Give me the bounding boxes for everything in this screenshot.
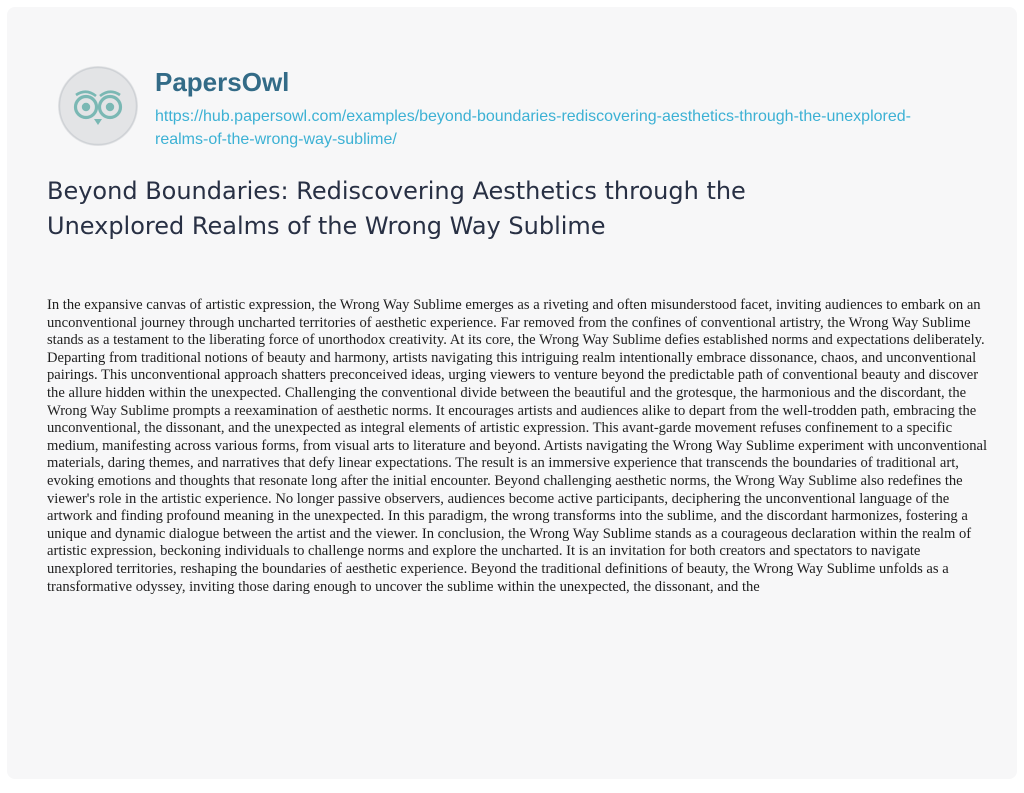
source-url-link[interactable]: https://hub.papersowl.com/examples/beyond-boundaries-rediscovering-aesthetics-through-the-unexplored-realms-of-the-wrong-way-sublime/ xyxy=(155,108,911,148)
brand-block xyxy=(155,63,935,151)
brand-name[interactable]: PapersOwl xyxy=(155,67,290,97)
document-page xyxy=(7,7,1017,779)
owl-eyes-logo-icon xyxy=(55,63,141,149)
document-body: In the expansive canvas of artistic expression, the Wrong Way Sublime emerges as a riveting and often misunderstood facet, inviting audiences to embark on an unconventional journey through uncharted territories of aesthetic experience. Far removed from the confines of conventional artistry, the Wrong Way Sublime stands as a testament to the liberating force of unorthodox creativity. At its core, the Wrong Way Sublime defies established norms and expectations deliberately. Departing from traditional notions of beauty and harmony, artists navigating this intriguing realm intentionally embrace dissonance, chaos, and unconventional pairings. This unconventional approach shatters preconceived ideas, urging viewers to venture beyond the predictable path of conventional beauty and discover the allure hidden within the unexpected. Challenging the conventional divide between the beautiful and the grotesque, the harmonious and the discordant, the Wrong Way Sublime prompts a reexamination of aesthetic norms. It encourages artists and audiences alike to depart from the well-trodden path, embracing the unconventional, the dissonant, and the unexpected as integral elements of artistic expression. This avant-garde movement refuses confinement to a specific medium, manifesting across various forms, from visual arts to literature and beyond. Artists navigating the Wrong Way Sublime experiment with unconventional materials, daring themes, and narratives that defy linear expectations. The result is an immersive experience that transcends the boundaries of traditional art, evoking emotions and thoughts that resonate long after the initial encounter. Beyond challenging aesthetic norms, the Wrong Way Sublime also redefines the viewer's role in the artistic experience. No longer passive observers, audiences become active participants, deciphering the unconventional language of the artwork and finding profound meaning in the unexpected. In this paradigm, the wrong transforms into the sublime, and the discordant harmonizes, fostering a unique and dynamic dialogue between the artist and the viewer. In conclusion, the Wrong Way Sublime stands as a courageous declaration within the realm of artistic expression, beckoning individuals to challenge norms and explore the uncharted. It is an invitation for both creators and spectators to navigate unexplored territories, reshaping the boundaries of aesthetic experience. Beyond the traditional definitions of beauty, the Wrong Way Sublime unfolds as a transformative odyssey, inviting those daring enough to uncover the sublime within the unexpected, the dissonant, and the xyxy=(47,297,988,595)
header xyxy=(55,63,935,151)
document-title: Beyond Boundaries: Rediscovering Aesthetics through the Unexplored Realms of the Wrong Way Sublime xyxy=(47,177,746,240)
